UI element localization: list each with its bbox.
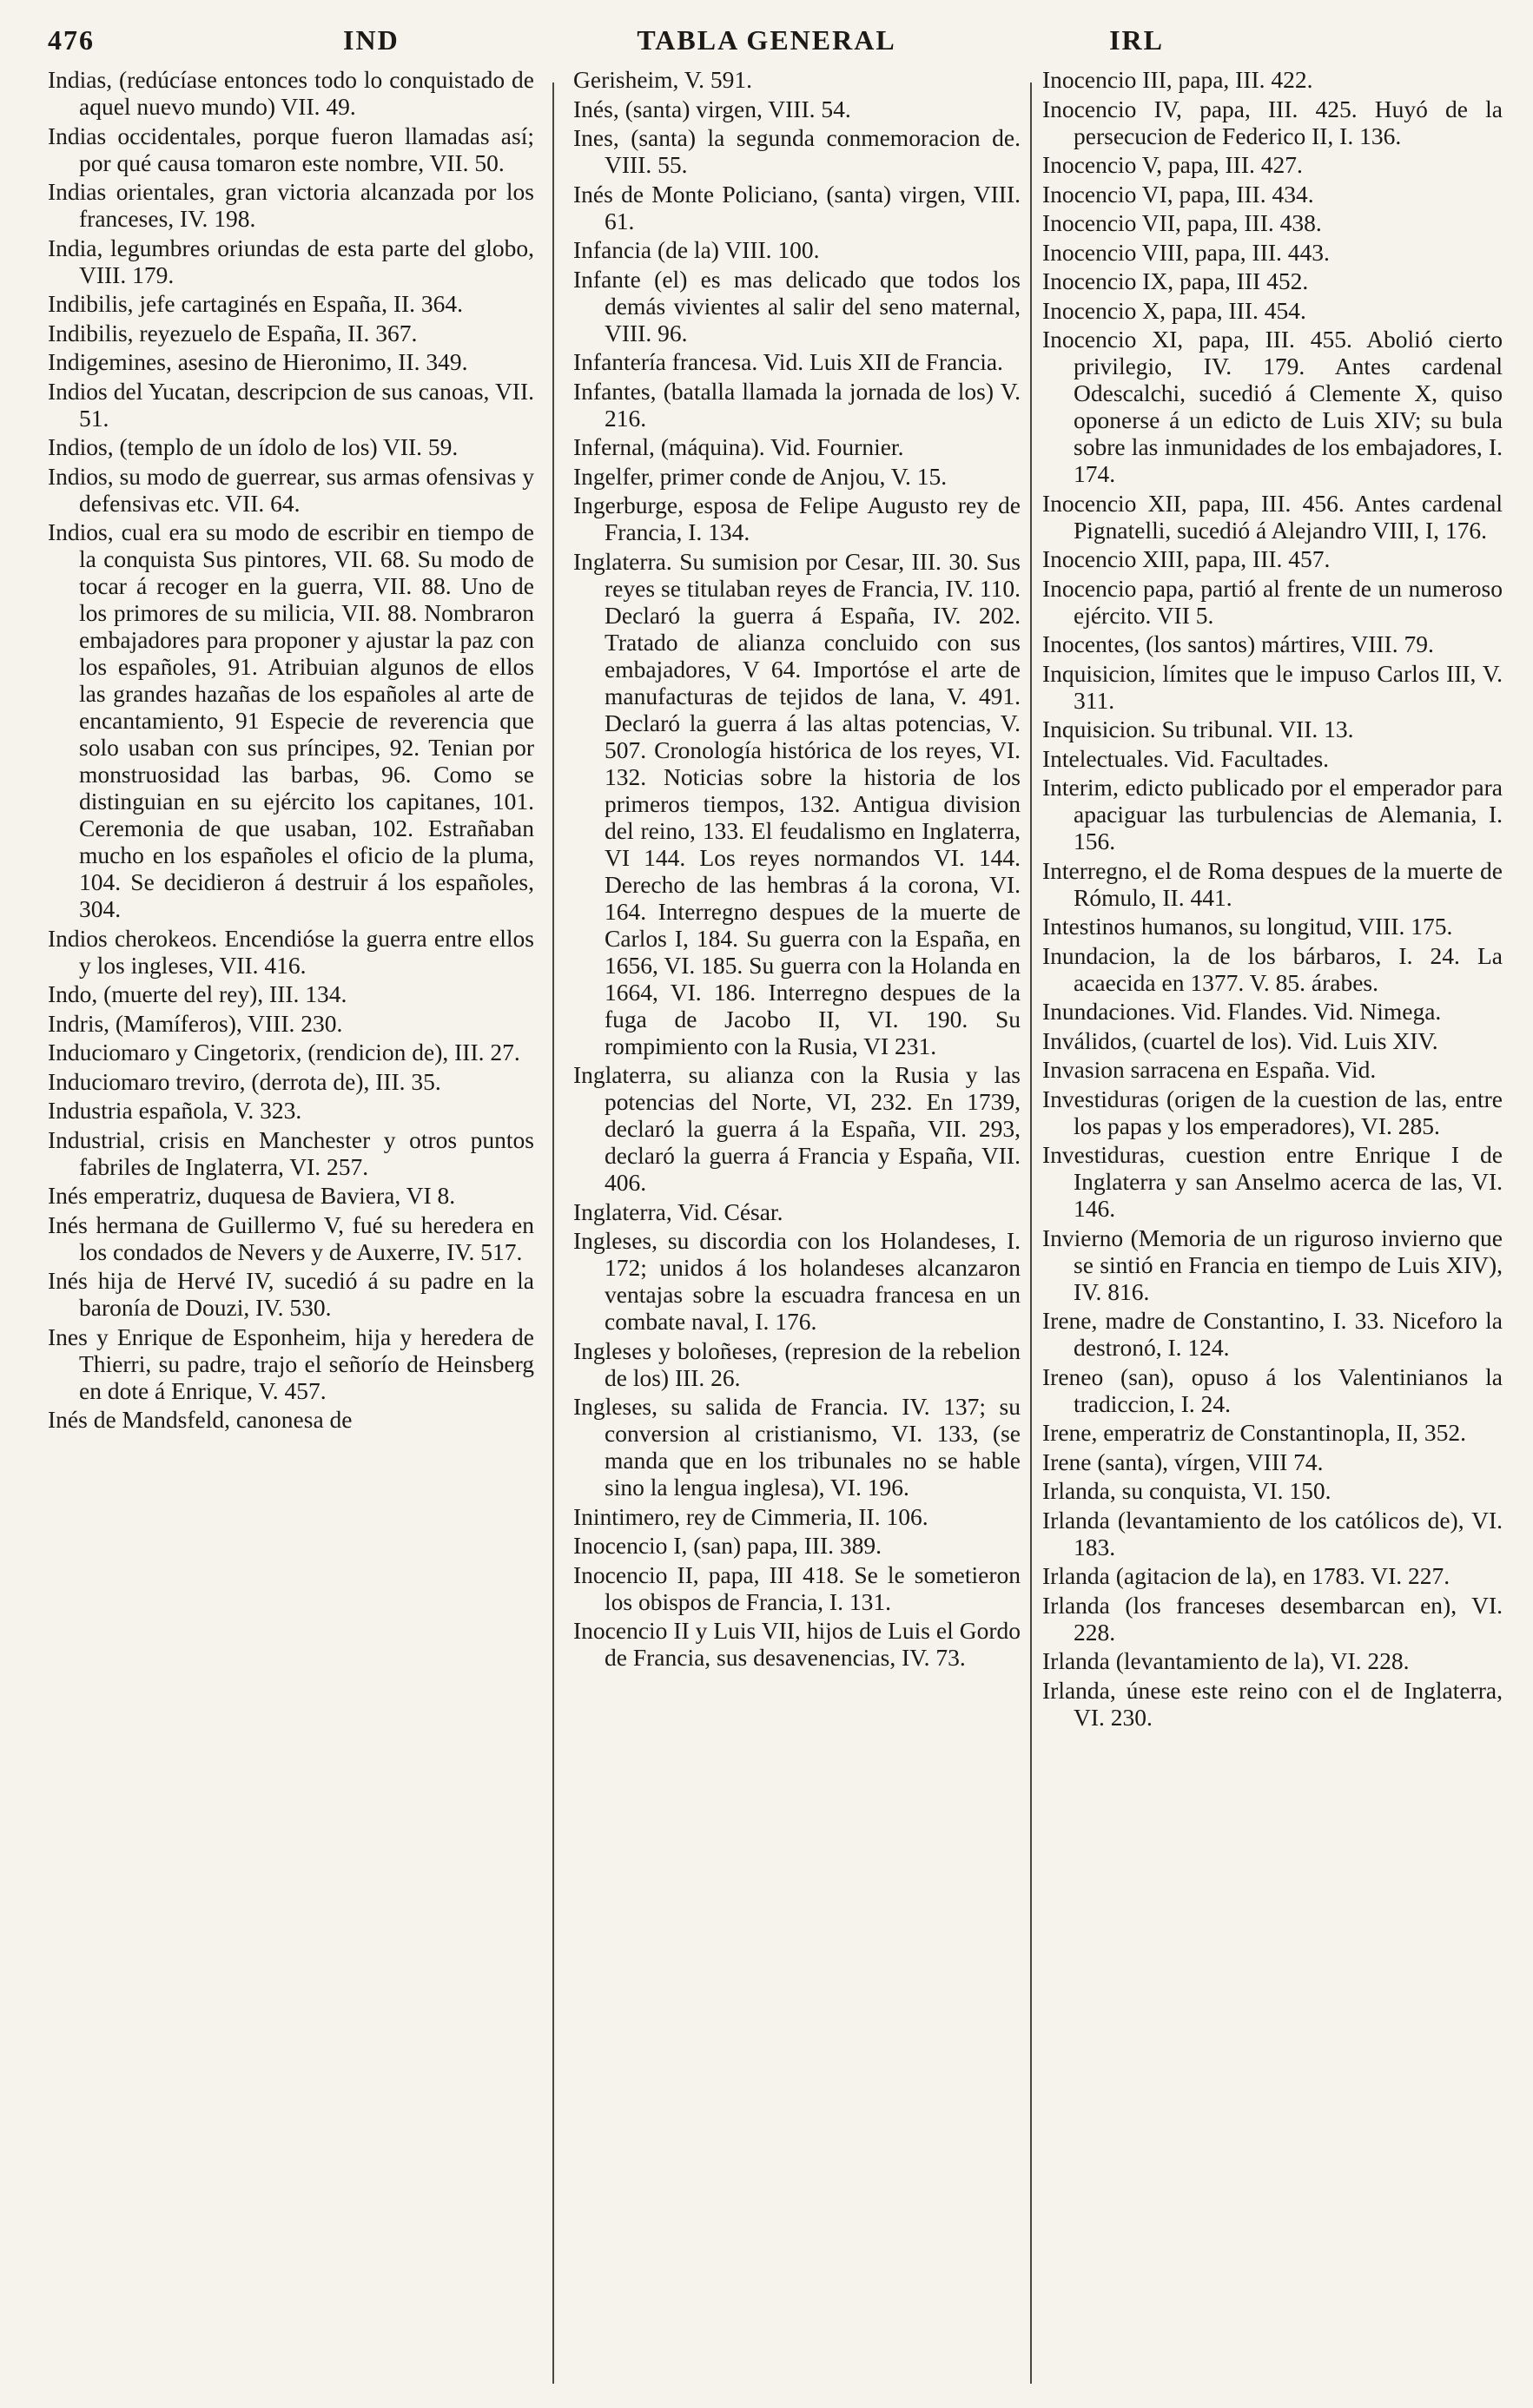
index-entry: Industria española, V. 323.: [48, 1097, 302, 1124]
index-entry: Indias, (redúcíase entonces todo lo conquistado de aquel nuevo mundo) VII. 49.: [48, 66, 534, 120]
index-entry: Inocentes, (los santos) mártires, VIII. 79.: [1042, 630, 1434, 657]
index-entry: Inés, (santa) virgen, VIII. 54.: [573, 95, 851, 122]
index-entry: Ingerburge, esposa de Felipe Augusto rey de Francia, I. 134.: [573, 491, 1021, 545]
index-entry: Indios, (templo de un ídolo de los) VII. 59.: [48, 433, 459, 460]
index-entry: Ingleses, su salida de Francia. IV. 137; su conversion al cristianismo, VI. 133, (se manda que en los tribunales no se hable sino la lengua inglesa), VI. 196.: [573, 1393, 1021, 1501]
index-entry: Inocencio VII, papa, III. 438.: [1042, 209, 1322, 236]
index-entry: Inocencio XI, papa, III. 455. Abolió cierto privilegio, IV. 179. Antes cardenal Odescalchi, sucedió á Clemente X, quiso oponerse á un edicto de Luis XIV; su bula sobre las inmunidades de los embajadores, I. 174.: [1042, 326, 1503, 487]
index-entry: Indibilis, reyezuelo de España, II. 367.: [48, 319, 418, 346]
index-entry: Inocencio V, papa, III. 427.: [1042, 151, 1303, 178]
index-entry: Inválidos, (cuartel de los). Vid. Luis XIV.: [1042, 1026, 1438, 1054]
index-entry: Gerisheim, V. 591.: [573, 66, 752, 93]
index-entry: Infernal, (máquina). Vid. Fournier.: [573, 433, 904, 460]
index-entry: Infantes, (batalla llamada la jornada de los) V. 216.: [573, 377, 1021, 432]
index-entry: Inés hermana de Guillermo V, fué su heredera en los condados de Nevers y de Auxerre, IV. 517.: [48, 1211, 534, 1265]
index-entry: Irlanda (agitacion de la), en 1783. VI. 227.: [1042, 1562, 1450, 1589]
index-entry: India, legumbres oriundas de esta parte del globo, VIII. 179.: [48, 234, 534, 288]
index-entry: Irlanda (levantamiento de los católicos de), VI. 183.: [1042, 1506, 1503, 1560]
index-entry: Induciomaro y Cingetorix, (rendicion de), III. 27.: [48, 1039, 520, 1065]
index-entry: Interregno, el de Roma despues de la muerte de Rómulo, II. 441.: [1042, 856, 1503, 911]
index-entry: Ingelfer, primer conde de Anjou, V. 15.: [573, 462, 948, 490]
index-entry: Infantería francesa. Vid. Luis XII de Francia.: [573, 348, 1003, 375]
index-entry: Irene, emperatriz de Constantinopla, II, 352.: [1042, 1419, 1466, 1446]
index-entry: Intestinos humanos, su longitud, VIII. 175.: [1042, 913, 1453, 940]
index-entry: Ingleses y boloñeses, (represion de la rebelion de los) III. 26.: [573, 1336, 1021, 1391]
index-entry: Inocencio VI, papa, III. 434.: [1042, 180, 1314, 208]
index-entry: Inocencio XII, papa, III. 456. Antes cardenal Pignatelli, sucedió á Alejandro VIII, I, 176.: [1042, 489, 1503, 544]
column-divider: [1030, 82, 1032, 2384]
index-entry: Intelectuales. Vid. Facultades.: [1042, 744, 1330, 772]
index-entry: Inocencio IV, papa, III. 425. Huyó de la persecucion de Federico II, I. 136.: [1042, 95, 1503, 149]
index-entry: Inocencio papa, partió al frente de un numeroso ejército. VII 5.: [1042, 574, 1503, 629]
index-entry: Infancia (de la) VIII. 100.: [573, 236, 820, 263]
index-entry: Indris, (Mamíferos), VIII. 230.: [48, 1009, 343, 1037]
index-entry: Inglaterra, Vid. César.: [573, 1197, 783, 1225]
index-entry: Inocencio IX, papa, III 452.: [1042, 267, 1309, 294]
index-entry: Irlanda, únese este reino con el de Inglaterra, VI. 230.: [1042, 1676, 1503, 1731]
index-entry: Invierno (Memoria de un riguroso invierno que se sintió en Francia en tiempo de Luis XIV), IV. 816.: [1042, 1224, 1503, 1305]
index-entry: Inés hija de Hervé IV, sucedió á su padre en la baronía de Douzi, IV. 530.: [48, 1267, 534, 1321]
index-entry: Indias orientales, gran victoria alcanzada por los franceses, IV. 198.: [48, 178, 534, 232]
index-entry: Irlanda (los franceses desembarcan en), VI. 228.: [1042, 1591, 1503, 1646]
index-entry: Indigemines, asesino de Hieronimo, II. 349.: [48, 348, 468, 375]
index-entry: Inocencio II, papa, III 418. Se le sometieron los obispos de Francia, I. 131.: [573, 1560, 1021, 1615]
index-entry: Inundaciones. Vid. Flandes. Vid. Nimega.: [1042, 998, 1442, 1025]
index-entry: Inocencio X, papa, III. 454.: [1042, 296, 1306, 324]
index-entry: Indios, cual era su modo de escribir en tiempo de la conquista Sus pintores, VII. 68. Su modo de tocar á recoger en la guerra, VII. 88. Uno de los primores de su milicia, VII. 88. Nombraron embajadores para proponer y ajustar la paz con los españoles, 91. Atribuian algunos de ellos las grandes hazañas de los españoles al arte de encantamiento, 91 Especie de reverencia que solo usaban con sus príncipes, 92. Tenian por monstruosidad las barbas, 96. Como se distinguian en su ejército los capitanes, 101. Ceremonia de que usaban, 102. Estrañaban mucho en los españoles el oficio de la pluma, 104. Se decidieron á destruir á los españoles, 304.: [48, 518, 534, 922]
index-entry: Indios del Yucatan, descripcion de sus canoas, VII. 51.: [48, 377, 534, 432]
index-entry: Ingleses, su discordia con los Holandeses, I. 172; unidos á los holandeses alcanzaron ventajas sobre la escuadra francesa en un combate naval, I. 176.: [573, 1227, 1021, 1335]
column-divider: [552, 82, 554, 2384]
running-header: [48, 24, 1485, 66]
index-entry: Irlanda, su conquista, VI. 150.: [1042, 1477, 1331, 1504]
right-guide-word: IRL: [1109, 24, 1164, 56]
index-entry: Inglaterra. Su sumision por Cesar, III. 30. Sus reyes se titulaban reyes de Francia, IV. 110. Declaró la guerra á España, IV. 202. Tratado de alianza concluido con sus embajadores, V 64. Importóse el arte de manufacturas de tejidos de lana, V. 491. Declaró la guerra á las altas potencias, V. 507. Cronología histórica de los reyes, VI. 132. Noticias sobre la historia de los primeros tiempos, 132. Antigua division del reino, 133. El feudalismo en Inglaterra, VI 144. Los reyes normandos VI. 144. Derecho de las hembras á la corona, VI. 164. Interregno despues de la muerte de Carlos I, 184. Su guerra con la España, en 1656, VI. 185. Su guerra con la Holanda en 1664, VI. 186. Interregno despues de la fuga de Jacobo II, VI. 190. Su rompimiento con la Rusia, VI 231.: [573, 547, 1021, 1059]
index-entry: Ines y Enrique de Esponheim, hija y heredera de Thierri, su padre, trajo el señorío de Heinsberg en dote á Enrique, V. 457.: [48, 1323, 534, 1404]
index-entry: Inés emperatriz, duquesa de Baviera, VI 8.: [48, 1182, 456, 1209]
index-entry: Infante (el) es mas delicado que todos los demás vivientes al salir del seno maternal, VIII. 96.: [573, 265, 1021, 346]
index-entry: Irlanda (levantamiento de la), VI. 228.: [1042, 1647, 1410, 1674]
index-entry: Irene, madre de Constantino, I. 33. Niceforo la destronó, I. 124.: [1042, 1307, 1503, 1361]
index-entry: Irene (santa), vírgen, VIII 74.: [1042, 1448, 1324, 1475]
index-entry: Inglaterra, su alianza con la Rusia y las potencias del Norte, VI, 232. En 1739, declaró la guerra á la España, VII. 293, declaró la guerra á Francia y España, VII. 406.: [573, 1061, 1021, 1196]
index-entry: Inocencio VIII, papa, III. 443.: [1042, 238, 1330, 266]
page-title: TABLA GENERAL: [637, 24, 896, 56]
left-guide-word: IND: [343, 24, 400, 56]
index-entry: Inquisicion, límites que le impuso Carlos III, V. 311.: [1042, 659, 1503, 714]
index-column-left: [48, 66, 534, 2385]
index-entry: Investiduras (origen de la cuestion de las, entre los papas y los emperadores), VI. 285.: [1042, 1085, 1503, 1139]
index-entry: Investiduras, cuestion entre Enrique I de Inglaterra y san Anselmo acerca de las, VI. 146.: [1042, 1141, 1503, 1222]
index-entry: Inocencio II y Luis VII, hijos de Luis el Gordo de Francia, sus desavenencias, IV. 73.: [573, 1617, 1021, 1671]
index-entry: Indios cherokeos. Encendióse la guerra entre ellos y los ingleses, VII. 416.: [48, 924, 534, 979]
index-entry: Inquisicion. Su tribunal. VII. 13.: [1042, 716, 1354, 742]
index-entry: Indo, (muerte del rey), III. 134.: [48, 980, 347, 1007]
index-entry: Inés de Monte Policiano, (santa) virgen, VIII. 61.: [573, 180, 1021, 234]
index-entry: Inés de Mandsfeld, canonesa de: [48, 1406, 353, 1433]
index-entry: Inocencio III, papa, III. 422.: [1042, 66, 1313, 93]
index-entry: Interim, edicto publicado por el emperador para apaciguar las turbulencias de Alemania, I. 156.: [1042, 774, 1503, 854]
index-entry: Inocencio XIII, papa, III. 457.: [1042, 545, 1331, 572]
index-column-right: [1042, 66, 1503, 2385]
index-entry: Ireneo (san), opuso á los Valentinianos la tradiccion, I. 24.: [1042, 1362, 1503, 1417]
index-entry: Inundacion, la de los bárbaros, I. 24. La acaecida en 1377. V. 85. árabes.: [1042, 941, 1503, 996]
index-column-middle: [573, 66, 1021, 2385]
index-entry: Indibilis, jefe cartaginés en España, II. 364.: [48, 290, 464, 317]
index-entry: Induciomaro treviro, (derrota de), III. 35.: [48, 1067, 441, 1095]
index-entry: Indios, su modo de guerrear, sus armas ofensivas y defensivas etc. VII. 64.: [48, 462, 534, 517]
index-entry: Inocencio I, (san) papa, III. 389.: [573, 1532, 882, 1559]
index-entry: Inintimero, rey de Cimmeria, II. 106.: [573, 1502, 928, 1530]
page-number: 476: [48, 24, 95, 56]
index-entry: Indias occidentales, porque fueron llamadas así; por qué causa tomaron este nombre, VII. 50.: [48, 122, 534, 176]
index-entry: Industrial, crisis en Manchester y otros puntos fabriles de Inglaterra, VI. 257.: [48, 1125, 534, 1180]
index-entry: Invasion sarracena en España. Vid.: [1042, 1056, 1377, 1083]
index-entry: Ines, (santa) la segunda conmemoracion de. VIII. 55.: [573, 124, 1021, 178]
